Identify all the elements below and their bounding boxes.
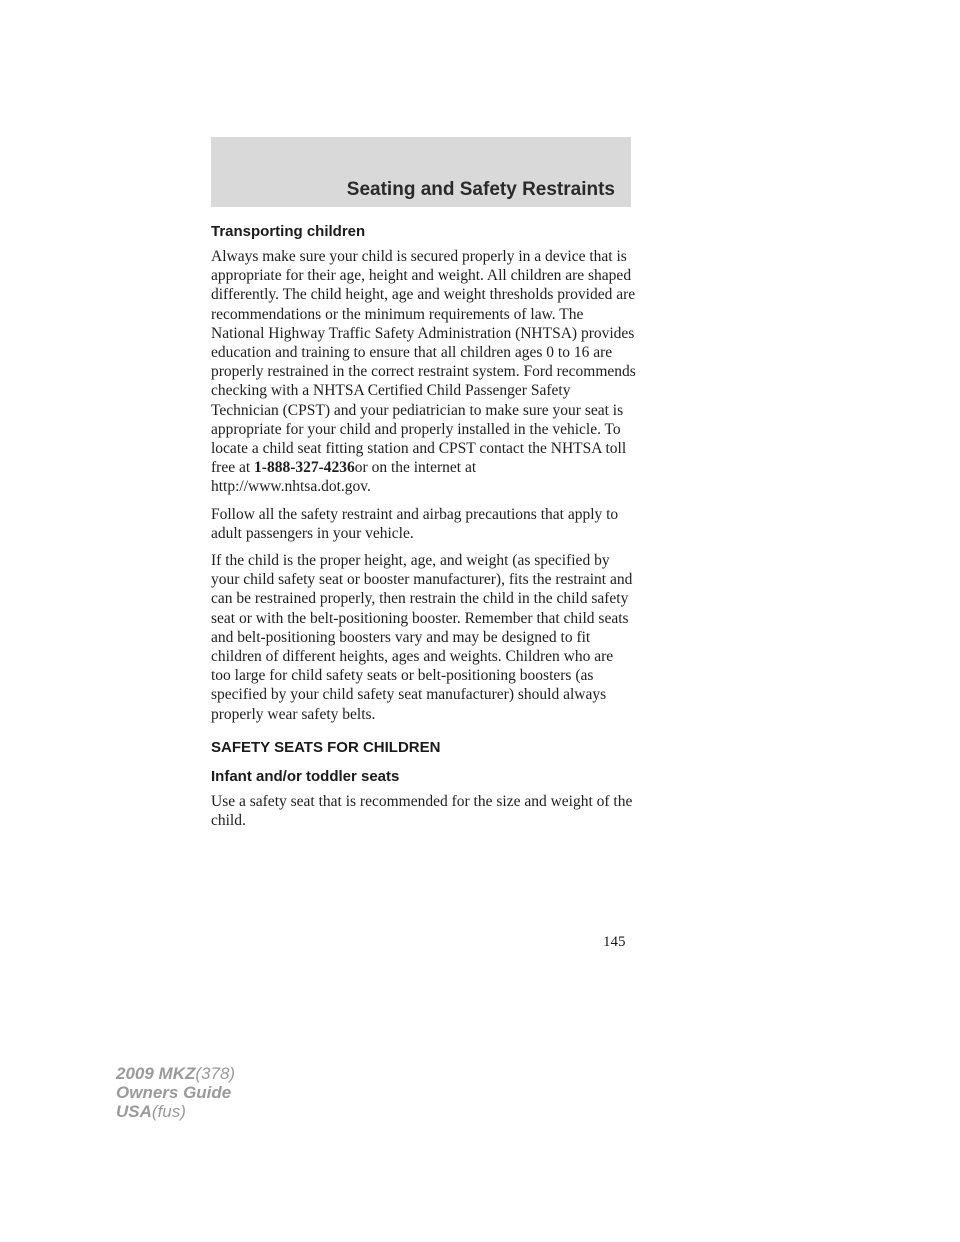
- footer-guide: Owners Guide: [116, 1083, 232, 1102]
- paragraph-infant-seat: Use a safety seat that is recommended for the size and weight of the child.: [211, 792, 633, 830]
- section-title: Seating and Safety Restraints: [346, 179, 615, 200]
- footer-region: USA: [116, 1102, 152, 1121]
- nhtsa-phone-number: 1-888-327-4236: [254, 459, 355, 477]
- footer-line-guide: [116, 1083, 235, 1102]
- paragraph-proper-restraint: If the child is the proper height, age, and weight (as specified by your child safety seat or booster manufacturer), fits the restraint and can be restrained properly, then restrain the child in the child safety seat or with the belt-positioning booster. Remember that child seats and belt-positioning boosters vary and may be designed to fit children of different heights, ages and weights. Children who are too large for child safety seats or belt-positioning boosters (as specified by your child safety seat manufacturer) should always properly wear safety belts.: [211, 552, 633, 723]
- heading-safety-seats: SAFETY SEATS FOR CHILDREN: [211, 738, 441, 756]
- paragraph-text: Always make sure your child is secured properly in a device that is appropriate for their age, height and weight. All children are shaped differently. The child height, age and weight thresholds provided are recommendations or the minimum requirements of law. The National Highway Traffic Safety Administration (NHTSA) provides education and training to ensure that all children ages 0 to 16 are properly restrained in the correct restraint system. Ford recommends checking with a NHTSA Certified Child Passenger Safety Technician (CPST) and your pediatrician to make sure your seat is appropriate for your child and properly installed in the vehicle. To locate a child seat fitting station and CPST contact the NHTSA toll free at: [211, 248, 636, 477]
- footer-model-code: (378): [195, 1064, 236, 1083]
- footer-line-region: [116, 1102, 235, 1121]
- heading-infant-toddler: Infant and/or toddler seats: [211, 767, 400, 785]
- paragraph-precautions: Follow all the safety restraint and airbag precautions that apply to adult passengers in your vehicle.: [211, 505, 619, 542]
- page-number: 145: [603, 934, 626, 950]
- footer-region-code: (fus): [151, 1102, 186, 1121]
- page-content: [211, 222, 636, 838]
- paragraph-text: or on the internet at http://www.nhtsa.dot.gov.: [211, 459, 477, 496]
- footer-line-model: [116, 1064, 235, 1083]
- document-footer: [116, 1064, 235, 1121]
- heading-transporting-children: Transporting children: [211, 223, 366, 240]
- footer-model: 2009 MKZ: [116, 1064, 196, 1083]
- section-header-band: [211, 137, 631, 207]
- paragraph-transporting-intro: [211, 247, 636, 497]
